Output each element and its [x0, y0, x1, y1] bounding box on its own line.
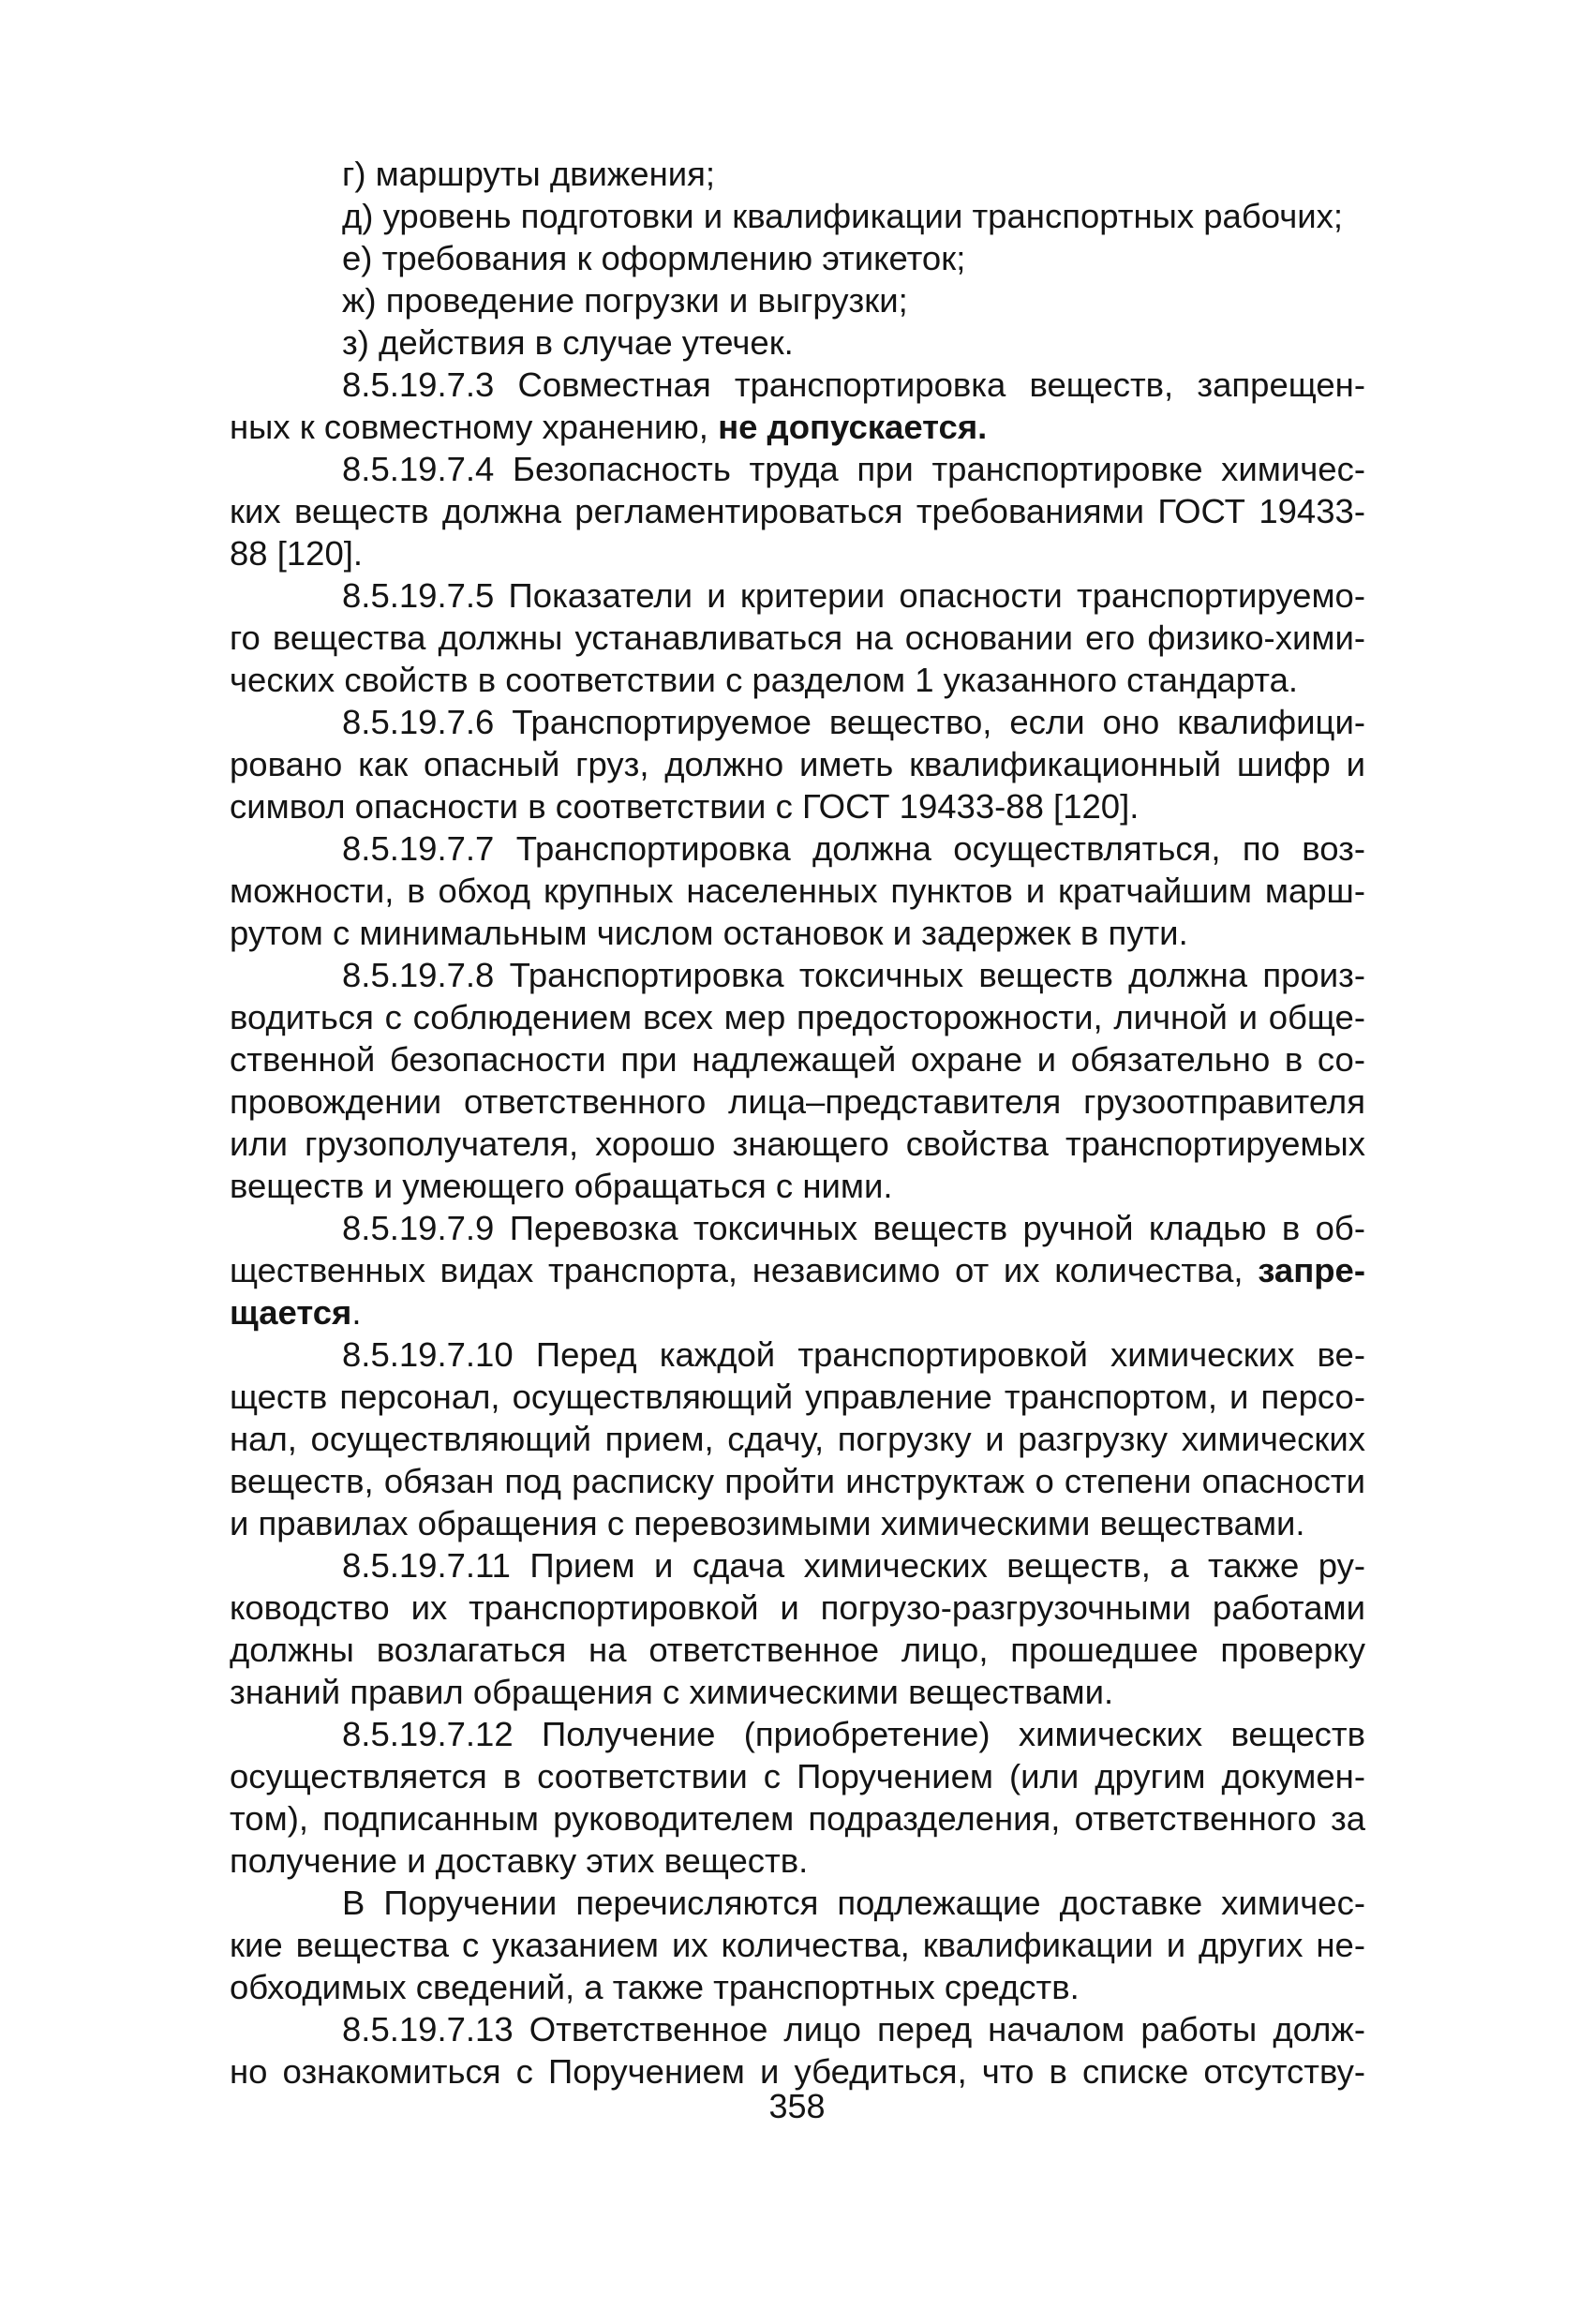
clause-8-5-19-7-12-line: осуществляется в соответствии с Поручением (или другим докумен-: [230, 1757, 1365, 1795]
clause-8-5-19-7-13-line: 8.5.19.7.13 Ответственное лицо перед началом работы долж-: [342, 2010, 1365, 2048]
clause-8-5-19-7-12-last-line: получение и доставку этих веществ.: [230, 1841, 809, 1880]
clause-8-5-19-7-8-last-line: веществ и умеющего обращаться с ними.: [230, 1167, 893, 1205]
clause-8-5-19-7-12-line: 8.5.19.7.12 Получение (приобретение) химических веществ: [342, 1715, 1365, 1753]
clause-8-5-19-7-12-line: том), подписанным руководителем подразделения, ответственного за: [230, 1799, 1365, 1838]
clause-8-5-19-7-4-last-line: 88 [120].: [230, 534, 364, 573]
clause-8-5-19-7-13-line: но ознакомиться с Поручением и убедиться, что в списке отсутству-: [230, 2052, 1365, 2091]
clause-8-5-19-7-11-line: 8.5.19.7.11 Прием и сдача химических веществ, а также ру-: [342, 1546, 1365, 1585]
clause-8-5-19-7-10-line: веществ, обязан под расписку пройти инструктаж о степени опасности: [230, 1462, 1365, 1500]
clause-8-5-19-7-3-last-line: [230, 406, 1365, 448]
clause-8-5-19-7-8-line: водиться с соблюдением всех мер предосторожности, личной и обще-: [230, 998, 1365, 1036]
clause-8-5-19-7-5-last-line: ческих свойств в соответствии с разделом 1 указанного стандарта.: [230, 661, 1299, 699]
paragraph-order-line: кие вещества с указанием их количества, квалификации и других не-: [230, 1926, 1365, 1964]
list-item-g: г) маршруты движения;: [342, 155, 716, 193]
emphasis-prohibited-start: запре-: [1258, 1251, 1365, 1289]
clause-8-5-19-7-11-last-line: знаний правил обращения с химическими веществами.: [230, 1673, 1114, 1711]
clause-8-5-19-7-5-line: 8.5.19.7.5 Показатели и критерии опасности транспортируемо-: [342, 576, 1365, 615]
list-item-d: д) уровень подготовки и квалификации транспортных рабочих;: [342, 197, 1344, 235]
clause-8-5-19-7-5-line: го вещества должны устанавливаться на основании его физико-хими-: [230, 618, 1365, 657]
clause-8-5-19-7-11-line: ководство их транспортировкой и погрузо-разгрузочными работами: [230, 1588, 1365, 1627]
clause-8-5-19-7-8-line: 8.5.19.7.8 Транспортировка токсичных веществ должна произ-: [342, 956, 1365, 994]
clause-8-5-19-7-8-line: или грузополучателя, хорошо знающего свойства транспортируемых: [230, 1125, 1365, 1163]
clause-8-5-19-7-6-last-line: символ опасности в соответствии с ГОСТ 19433-88 [120].: [230, 787, 1140, 826]
clause-8-5-19-7-11-line: должны возлагаться на ответственное лицо, прошедшее проверку: [230, 1631, 1365, 1669]
clause-8-5-19-7-7-last-line: рутом с минимальным числом остановок и задержек в пути.: [230, 914, 1188, 952]
clause-8-5-19-7-9-line: 8.5.19.7.9 Перевозка токсичных веществ ручной кладью в об-: [342, 1209, 1365, 1247]
emphasis-not-allowed: не допускается.: [718, 408, 988, 446]
text-run: ных к совместному хранению,: [230, 408, 719, 446]
clause-8-5-19-7-6-line: ровано как опасный груз, должно иметь квалификационный шифр и: [230, 745, 1365, 783]
clause-8-5-19-7-4-line: ких веществ должна регламентироваться требованиями ГОСТ 19433-: [230, 492, 1365, 530]
clause-8-5-19-7-4-line: 8.5.19.7.4 Безопасность труда при транспортировке химичес-: [342, 450, 1365, 488]
clause-8-5-19-7-10-line: ществ персонал, осуществляющий управление транспортом, и персо-: [230, 1378, 1365, 1416]
clause-8-5-19-7-6-line: 8.5.19.7.6 Транспортируемое вещество, если оно квалифици-: [342, 703, 1365, 741]
clause-8-5-19-7-7-line: можности, в обход крупных населенных пунктов и кратчайшим марш-: [230, 872, 1365, 910]
clause-8-5-19-7-10-last-line: и правилах обращения с перевозимыми химическими веществами.: [230, 1504, 1305, 1542]
clause-8-5-19-7-9-last-line: [230, 1291, 1365, 1333]
list-item-e: е) требования к оформлению этикеток;: [342, 239, 966, 277]
clause-8-5-19-7-8-line: ственной безопасности при надлежащей охране и обязательно в со-: [230, 1040, 1365, 1079]
list-item-zh: ж) проведение погрузки и выгрузки;: [342, 281, 908, 320]
text-run: .: [351, 1293, 362, 1332]
clause-8-5-19-7-9-line: [230, 1249, 1365, 1291]
page-number: 358: [768, 2087, 826, 2125]
list-item-z: з) действия в случае утечек.: [342, 323, 794, 362]
clause-8-5-19-7-8-line: провождении ответственного лица–представителя грузоотправителя: [230, 1082, 1365, 1121]
clause-8-5-19-7-3-line: 8.5.19.7.3 Совместная транспортировка веществ, запрещен-: [342, 365, 1365, 404]
paragraph-order-last-line: обходимых сведений, а также транспортных средств.: [230, 1968, 1080, 2006]
paragraph-order-line: В Поручении перечисляются подлежащие доставке химичес-: [342, 1884, 1365, 1922]
text-run: щественных видах транспорта, независимо от их количества,: [230, 1251, 1259, 1289]
emphasis-prohibited-end: щается: [230, 1293, 352, 1332]
clause-8-5-19-7-10-line: нал, осуществляющий прием, сдачу, погрузку и разгрузку химических: [230, 1420, 1365, 1458]
body-text: [230, 153, 1365, 2093]
clause-8-5-19-7-10-line: 8.5.19.7.10 Перед каждой транспортировкой химических ве-: [342, 1335, 1365, 1374]
clause-8-5-19-7-7-line: 8.5.19.7.7 Транспортировка должна осуществляться, по воз-: [342, 829, 1365, 868]
